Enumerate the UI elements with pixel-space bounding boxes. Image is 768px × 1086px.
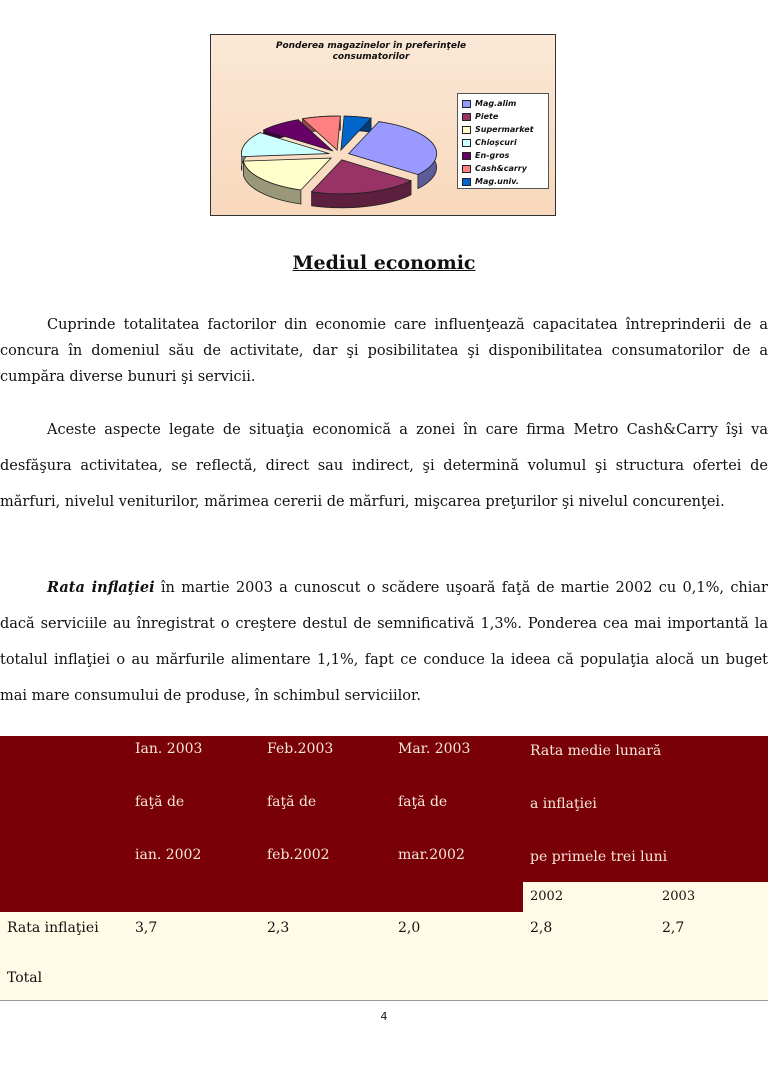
paragraph — [0, 412, 768, 520]
header-line: mar.2002 — [398, 847, 465, 863]
paragraph — [0, 570, 768, 714]
header-cell — [398, 736, 470, 895]
legend-item — [462, 123, 544, 136]
paragraph-text: Aceste aspecte legate de situaţia economică a zonei în care firma Metro Cash&Carry îşi va desfăşura activitatea, se reflectă, direct sau indirect, şi determină volumul şi structura ofertei de mărfuri, nivelul veniturilor, mărimea cererii de mărfuri, mişcarea preţurilor şi nivelul concurenţei. — [0, 422, 768, 510]
legend-item — [462, 175, 544, 188]
header-line: a inflaţiei — [530, 796, 597, 812]
paragraph-text: în martie 2003 a cunoscut o scădere uşoară faţă de martie 2002 cu 0,1%, chiar dacă serviciile au înregistrat o creştere destul de semnificativă 1,3%. Ponderea cea mai importantă la totalul inflaţiei o au mărfurile alimentare 1,1%, fapt ce conduce la ideea că populaţia alocă un buget mai mare consumului de produse, în schimbul serviciilor. — [0, 580, 768, 704]
legend-label: Supermarket — [475, 125, 534, 134]
page-number: 4 — [380, 1010, 388, 1023]
header-cell — [267, 736, 333, 895]
section-title: Mediul economic — [292, 252, 476, 274]
header-cell — [530, 738, 667, 897]
header-line: Mar. 2003 — [398, 741, 471, 757]
table-header — [0, 736, 768, 882]
header-line: faţă de — [398, 794, 448, 810]
header-filler — [0, 882, 523, 912]
legend-item — [462, 136, 544, 149]
chart-legend — [457, 93, 549, 189]
header-line: Rata medie lunară — [530, 743, 662, 759]
header-line: faţă de — [267, 794, 317, 810]
legend-swatch — [462, 152, 471, 160]
header-cell — [135, 736, 202, 895]
legend-swatch — [462, 139, 471, 147]
legend-label: Piete — [475, 112, 499, 121]
legend-item — [462, 162, 544, 175]
table-cell: 2,3 — [267, 920, 290, 936]
header-line: Ian. 2003 — [135, 741, 203, 757]
legend-swatch — [462, 165, 471, 173]
legend-label: Mag.univ. — [475, 177, 519, 186]
legend-swatch — [462, 100, 471, 108]
header-line: Feb.2003 — [267, 741, 334, 757]
table-cell: 3,7 — [135, 920, 158, 936]
table-cell: 2,8 — [530, 920, 553, 936]
year-label: 2002 — [530, 889, 564, 904]
legend-label: En-gros — [475, 151, 510, 160]
chart-title: Ponderea magazinelor în preferinţele consumatorilor — [275, 41, 467, 62]
paragraph — [0, 312, 768, 390]
header-line: faţă de — [135, 794, 185, 810]
legend-swatch — [462, 178, 471, 186]
legend-item — [462, 97, 544, 110]
table-cell: 2,7 — [662, 920, 685, 936]
legend-item — [462, 149, 544, 162]
legend-item — [462, 110, 544, 123]
header-line: ian. 2002 — [135, 847, 202, 863]
emphasis-term: Rata inflaţiei — [47, 579, 155, 596]
row-label: Rata inflaţiei — [7, 920, 99, 936]
header-line: pe primele trei luni — [530, 849, 668, 865]
year-label: 2003 — [662, 889, 696, 904]
legend-swatch — [462, 113, 471, 121]
table-row — [0, 912, 768, 1001]
table-cell: 2,0 — [398, 920, 421, 936]
paragraph-text: Cuprinde totalitatea factorilor din economie care influenţează capacitatea întreprinderii de a concura în domeniul său de activitate, dar şi posibilitatea şi disponibilitatea consumatorilor de a cumpăra diverse bunuri şi servicii. — [0, 317, 768, 385]
legend-label: Cash&carry — [475, 164, 527, 173]
header-line: feb.2002 — [267, 847, 330, 863]
pie-chart — [210, 34, 556, 216]
row-label: Total — [7, 970, 43, 986]
year-subheader — [523, 882, 768, 912]
inflation-table — [0, 736, 768, 986]
legend-label: Mag.alim — [475, 99, 517, 108]
legend-label: Chioşcuri — [475, 138, 517, 147]
legend-swatch — [462, 126, 471, 134]
